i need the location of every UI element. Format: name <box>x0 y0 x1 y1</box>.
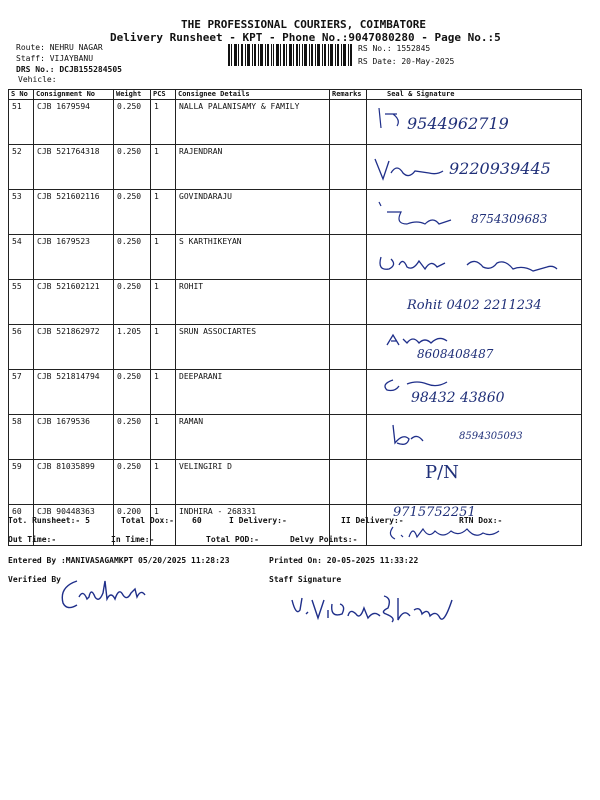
signature-phone: 8754309683 <box>471 212 548 226</box>
serial-number: 60 <box>9 505 34 546</box>
consignee: NALLA PALANISAMY & FAMILY <box>176 100 330 145</box>
remarks <box>330 415 367 460</box>
consignee: RAJENDRAN <box>176 145 330 190</box>
signature-phone: 9715752251 <box>393 505 476 520</box>
column-header: Consignment No <box>34 90 114 100</box>
signature-phone: P/N <box>425 462 459 483</box>
table-row <box>9 460 582 505</box>
serial-number: 51 <box>9 100 34 145</box>
signature-phone: 8608408487 <box>417 347 494 361</box>
table-row <box>9 145 582 190</box>
rs-number: RS No.: 1552845 <box>358 44 431 53</box>
serial-number: 55 <box>9 280 34 325</box>
table-row <box>9 325 582 370</box>
consignment-number: CJB 1679523 <box>34 235 114 280</box>
total-dox-value: 60 <box>192 516 202 525</box>
consignment-number: CJB 81035899 <box>34 460 114 505</box>
i-delivery-label: I Delivery:- <box>229 516 287 525</box>
serial-number: 58 <box>9 415 34 460</box>
consignee: DEEPARANI <box>176 370 330 415</box>
table-row <box>9 190 582 235</box>
remarks <box>330 235 367 280</box>
pieces: 1 <box>151 145 176 190</box>
signature-cell <box>367 460 582 505</box>
consignee: RAMAN <box>176 415 330 460</box>
consignment-number: CJB 1679536 <box>34 415 114 460</box>
remarks <box>330 370 367 415</box>
verifier-signature <box>55 575 155 615</box>
consignment-number: CJB 521814794 <box>34 370 114 415</box>
weight: 1.205 <box>114 325 151 370</box>
column-header: Weight <box>114 90 151 100</box>
weight: 0.250 <box>114 235 151 280</box>
pieces: 1 <box>151 460 176 505</box>
signature-phone: Rohit 0402 2211234 <box>407 298 542 313</box>
serial-number: 59 <box>9 460 34 505</box>
consignee: ROHIT <box>176 280 330 325</box>
pieces: 1 <box>151 415 176 460</box>
pieces: 1 <box>151 235 176 280</box>
consignee: VELINGIRI D <box>176 460 330 505</box>
column-header: Consignee Details <box>176 90 330 100</box>
signature-phone: 9220939445 <box>449 159 551 178</box>
rs-date: RS Date: 20-May-2025 <box>358 57 455 66</box>
signature-phone: 98432 43860 <box>411 390 505 406</box>
weight: 0.250 <box>114 460 151 505</box>
consignment-number: CJB 521764318 <box>34 145 114 190</box>
signature-cell <box>367 280 582 325</box>
weight: 0.250 <box>114 370 151 415</box>
column-header: Seal & Signature <box>367 90 582 100</box>
consignment-number: CJB 1679594 <box>34 100 114 145</box>
remarks <box>330 190 367 235</box>
pieces: 1 <box>151 280 176 325</box>
in-time-label: In Time:- <box>111 535 155 544</box>
weight: 0.250 <box>114 280 151 325</box>
total-runsheet: Tot. Runsheet:- 5 <box>8 516 90 525</box>
barcode-icon <box>228 44 352 66</box>
signature-scribble <box>367 235 582 279</box>
verified-by-label: Verified By <box>8 575 61 584</box>
runsheet-subtitle: Delivery Runsheet - KPT - Phone No.:9047080280 - Page No.:5 <box>110 31 501 44</box>
total-pod-label: Total POD:- <box>206 535 259 544</box>
signature-cell <box>367 190 582 235</box>
delivery-points-label: Delvy Points:- <box>290 535 358 544</box>
rtn-dox-label: RTN Dox:- <box>459 516 503 525</box>
signature-cell <box>367 235 582 280</box>
out-time-label: Out Time:- <box>8 535 57 544</box>
serial-number: 56 <box>9 325 34 370</box>
route-label: Route: NEHRU NAGAR <box>16 43 103 52</box>
signature-cell <box>367 415 582 460</box>
runsheet-table <box>8 89 582 546</box>
consignment-number: CJB 521862972 <box>34 325 114 370</box>
weight: 0.250 <box>114 100 151 145</box>
drs-number: DRS No.: DCJB155284505 <box>16 65 122 74</box>
weight: 0.250 <box>114 145 151 190</box>
signature-cell <box>367 325 582 370</box>
signature-phone: 9544962719 <box>407 114 509 133</box>
remarks <box>330 460 367 505</box>
table-row <box>9 280 582 325</box>
signature-cell <box>367 145 582 190</box>
column-header: PCS <box>151 90 176 100</box>
pieces: 1 <box>151 190 176 235</box>
ii-delivery-label: II Delivery:- <box>341 516 404 525</box>
signature-cell <box>367 100 582 145</box>
signature-cell <box>367 370 582 415</box>
consignment-number: CJB 521602121 <box>34 280 114 325</box>
weight: 0.250 <box>114 190 151 235</box>
pieces: 1 <box>151 370 176 415</box>
column-header: S No <box>9 90 34 100</box>
column-header: Remarks <box>330 90 367 100</box>
signature-phone: 8594305093 <box>459 431 523 442</box>
serial-number: 53 <box>9 190 34 235</box>
vehicle-label: Vehicle: <box>18 75 57 84</box>
consignee: S KARTHIKEYAN <box>176 235 330 280</box>
signature-cell <box>367 505 582 546</box>
serial-number: 57 <box>9 370 34 415</box>
entered-by: Entered By :MANIVASAGAMKPT 05/20/2025 11:28:23 <box>8 556 230 565</box>
signature-scribble <box>367 505 582 545</box>
remarks <box>330 325 367 370</box>
consignee: SRUN ASSOCIARTES <box>176 325 330 370</box>
consignee: INDHIRA - 268331 <box>176 505 330 546</box>
consignment-number: CJB 521602116 <box>34 190 114 235</box>
table-header-row <box>9 90 582 100</box>
pieces: 1 <box>151 100 176 145</box>
serial-number: 54 <box>9 235 34 280</box>
weight: 0.200 <box>114 505 151 546</box>
serial-number: 52 <box>9 145 34 190</box>
remarks <box>330 145 367 190</box>
staff-signature <box>288 590 458 630</box>
remarks <box>330 280 367 325</box>
weight: 0.250 <box>114 415 151 460</box>
printed-on: Printed On: 20-05-2025 11:33:22 <box>269 556 419 565</box>
table-row <box>9 100 582 145</box>
total-dox-label: Total Dox:- <box>121 516 174 525</box>
consignment-number: CJB 90448363 <box>34 505 114 546</box>
table-row <box>9 370 582 415</box>
pieces: 1 <box>151 325 176 370</box>
remarks <box>330 100 367 145</box>
consignee: GOVINDARAJU <box>176 190 330 235</box>
staff-label: Staff: VIJAYBANU <box>16 54 94 63</box>
company-title: THE PROFESSIONAL COURIERS, COIMBATORE <box>181 18 427 31</box>
table-row <box>9 415 582 460</box>
staff-signature-label: Staff Signature <box>269 575 342 584</box>
table-row <box>9 235 582 280</box>
pieces: 1 <box>151 505 176 546</box>
